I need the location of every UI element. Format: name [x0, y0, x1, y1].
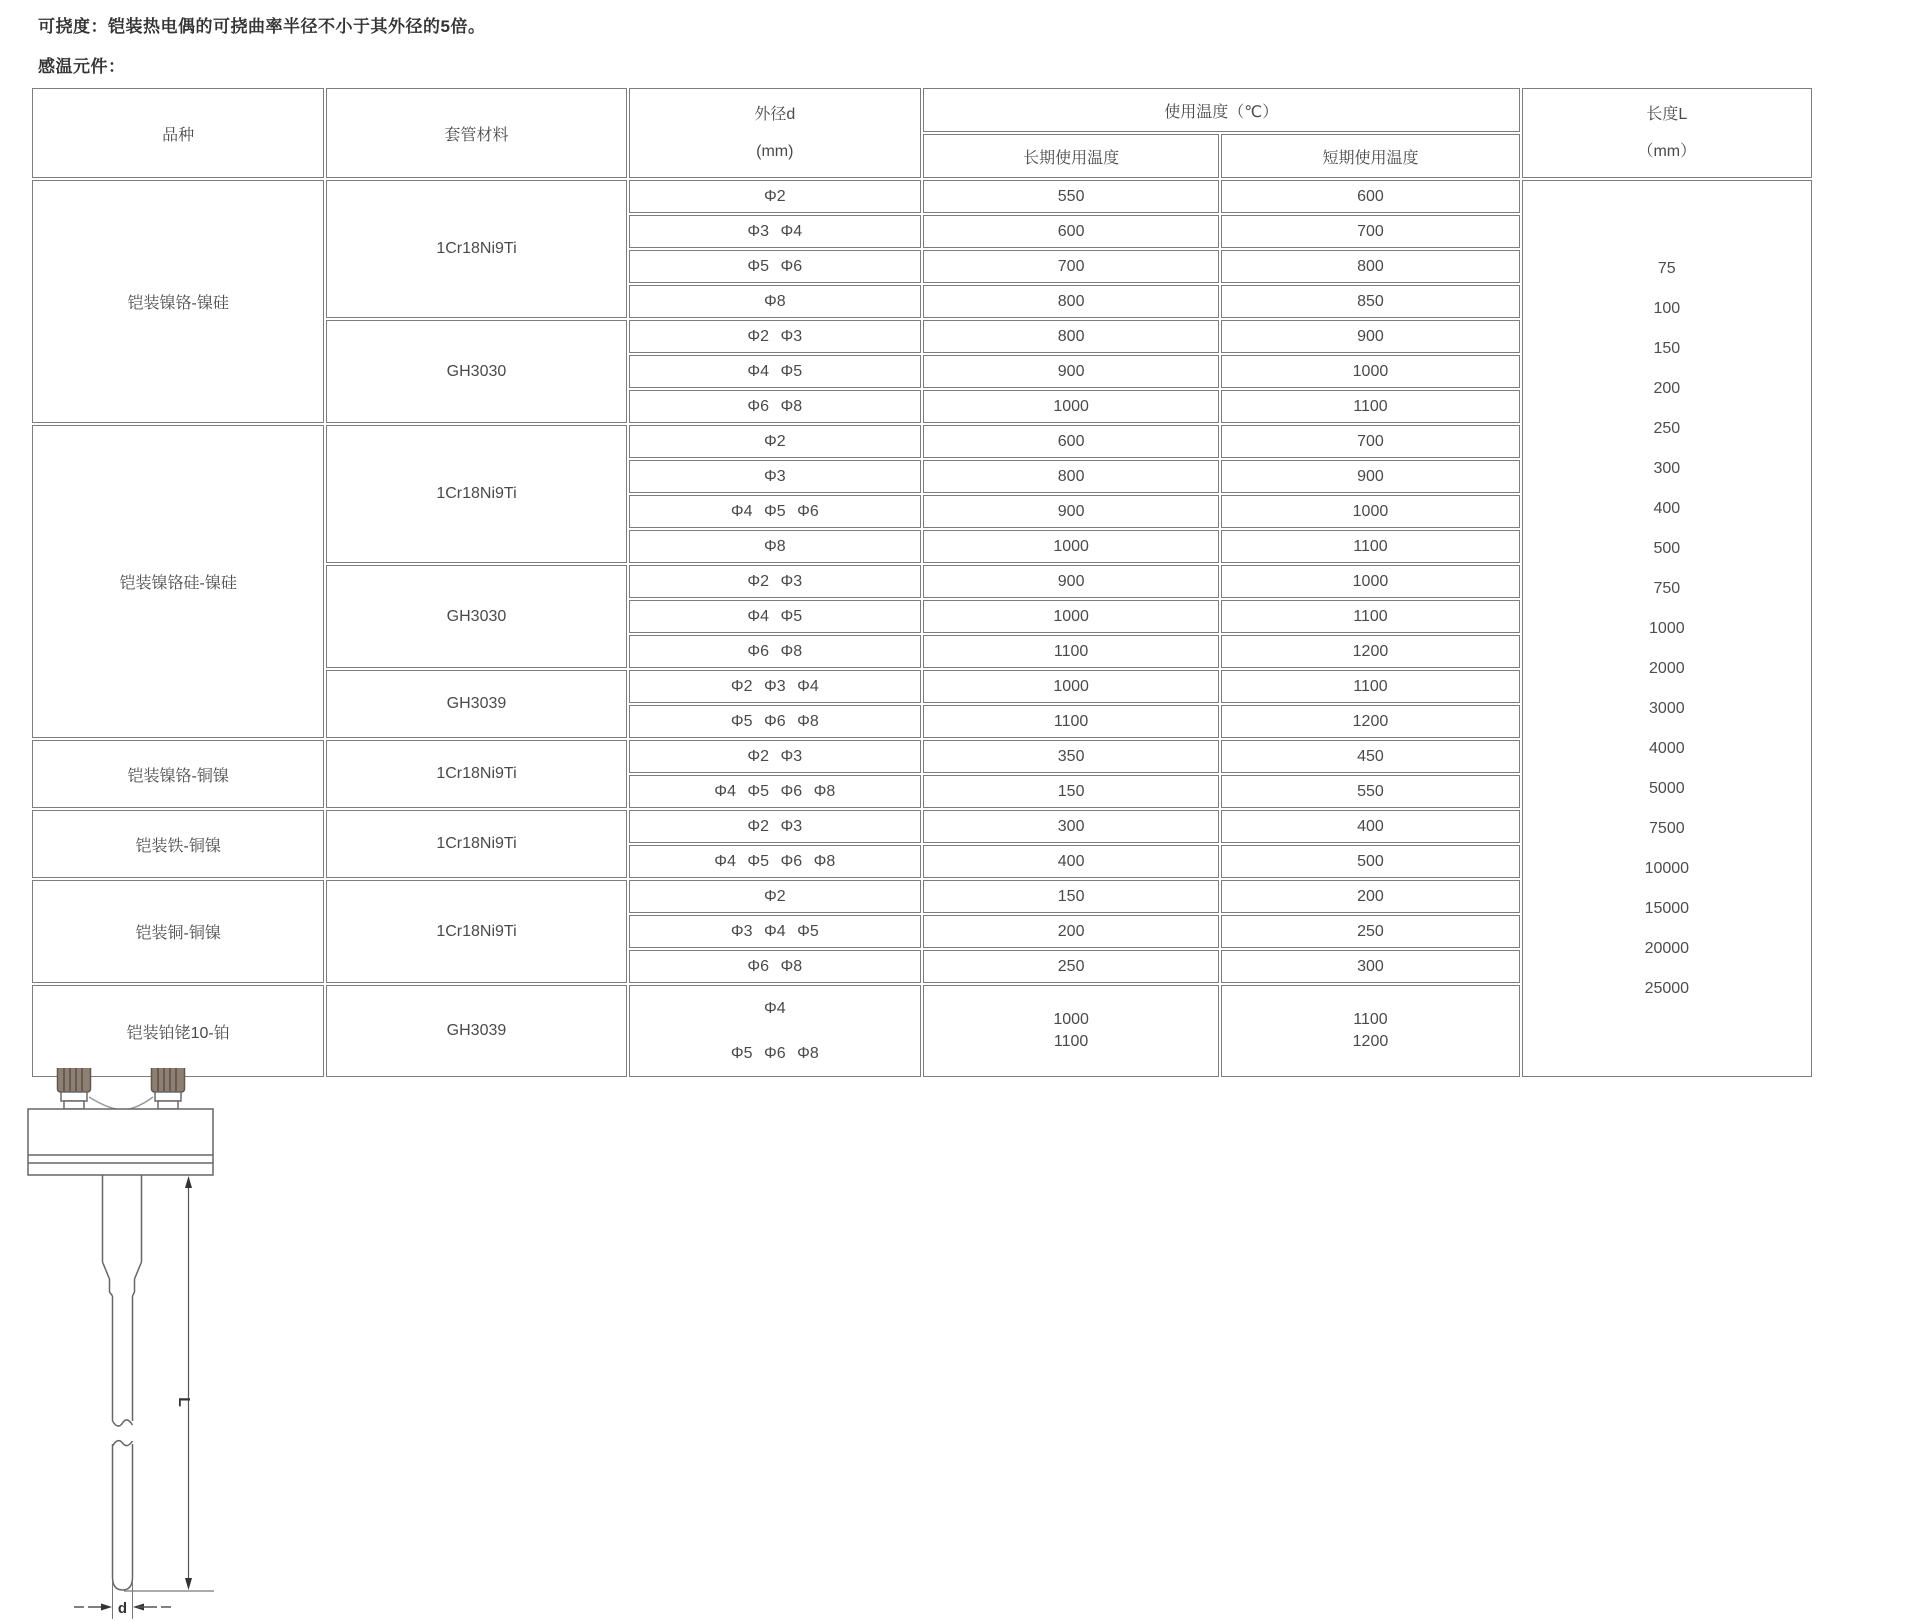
long-temp-cell: 600: [923, 215, 1219, 248]
short-temp-cell: 1000: [1221, 565, 1519, 598]
length-value: 500: [1653, 539, 1681, 557]
material-cell: GH3030: [326, 565, 626, 668]
length-value: 200: [1653, 379, 1681, 397]
material-cell: 1Cr18Ni9Ti: [326, 740, 626, 808]
header-material: 套管材料: [326, 88, 626, 178]
header-short-term: 短期使用温度: [1221, 134, 1519, 178]
diameter-cell: Φ2: [629, 880, 921, 913]
length-value: 150: [1653, 339, 1681, 357]
length-value: 7500: [1649, 819, 1685, 837]
length-value: 5000: [1649, 779, 1685, 797]
long-temp-cell: 350: [923, 740, 1219, 773]
length-value: 25000: [1644, 979, 1690, 997]
diameter-line: Φ5 Φ6 Φ8: [730, 1045, 819, 1062]
diameter-cell: Φ3: [629, 460, 921, 493]
diameter-cell: Φ2 Φ3: [629, 320, 921, 353]
header-diameter: [629, 88, 921, 178]
length-dimension: [124, 1176, 214, 1591]
short-temp-cell: 1000: [1221, 495, 1519, 528]
length-list: [1522, 180, 1812, 1077]
length-value: 100: [1653, 299, 1681, 317]
length-value: 2000: [1649, 659, 1685, 677]
short-temp-cell: 450: [1221, 740, 1519, 773]
long-temp-cell: 900: [923, 565, 1219, 598]
short-temp-line: 1100: [1353, 1011, 1388, 1028]
terminal-nut-icon: [152, 1068, 185, 1109]
length-dimension-label: L: [175, 1397, 192, 1407]
sensor-element-label: 感温元件：: [38, 57, 126, 76]
probe-sheath: [103, 1175, 142, 1590]
short-temp-cell: 1100: [1221, 670, 1519, 703]
diameter-cell: Φ2 Φ3 Φ4: [629, 670, 921, 703]
length-value: 400: [1653, 499, 1681, 517]
diameter-cell: Φ2 Φ3: [629, 740, 921, 773]
diameter-cell: Φ2 Φ3: [629, 810, 921, 843]
length-value: 300: [1653, 459, 1681, 477]
long-temp-cell: 1000: [923, 670, 1219, 703]
header-variety: 品种: [32, 88, 324, 178]
diameter-cell: Φ6 Φ8: [629, 635, 921, 668]
diameter-cell: Φ5 Φ6: [629, 250, 921, 283]
short-temp-cell: 400: [1221, 810, 1519, 843]
diameter-cell: Φ6 Φ8: [629, 950, 921, 983]
diameter-cell: Φ2: [629, 180, 921, 213]
long-temp-line: 1100: [1053, 1033, 1089, 1050]
diameter-line: Φ4: [763, 1000, 786, 1017]
long-temp-cell: 150: [923, 880, 1219, 913]
length-value: 4000: [1649, 739, 1685, 757]
material-cell: GH3039: [326, 670, 626, 738]
header-length-line1: 长度L: [1646, 106, 1688, 123]
short-temp-cell: 1100: [1221, 530, 1519, 563]
variety-cell: 铠装镍铬-镍硅: [32, 180, 324, 423]
diameter-cell: Φ2: [629, 425, 921, 458]
diameter-cell: Φ6 Φ8: [629, 390, 921, 423]
length-value: 75: [1657, 259, 1676, 277]
short-temp-cell: 500: [1221, 845, 1519, 878]
material-cell: 1Cr18Ni9Ti: [326, 880, 626, 983]
short-temp-cell: 850: [1221, 285, 1519, 318]
length-value: 20000: [1644, 939, 1690, 957]
diameter-cell: Φ4 Φ5 Φ6: [629, 495, 921, 528]
material-cell: GH3030: [326, 320, 626, 423]
long-temp-cell: 800: [923, 285, 1219, 318]
diameter-cell: Φ2 Φ3: [629, 565, 921, 598]
short-temp-cell: 550: [1221, 775, 1519, 808]
long-temp-cell: 200: [923, 915, 1219, 948]
diameter-cell: Φ4 Φ5: [629, 355, 921, 388]
short-temp-cell: 1100: [1221, 600, 1519, 633]
short-temp-cell: 250: [1221, 915, 1519, 948]
lead-wires: [89, 1097, 153, 1110]
flexibility-note: 可挠度：铠装热电偶的可挠曲率半径不小于其外径的5倍。: [38, 17, 486, 36]
diameter-cell: Φ5 Φ6 Φ8: [629, 705, 921, 738]
short-temp-cell: 700: [1221, 425, 1519, 458]
length-value: 15000: [1644, 899, 1690, 917]
short-temp-cell: 300: [1221, 950, 1519, 983]
long-temp-cell: 400: [923, 845, 1219, 878]
short-temp-cell: 1100: [1221, 390, 1519, 423]
spec-table: [30, 86, 1814, 1079]
short-temp-cell: 1000: [1221, 355, 1519, 388]
diameter-cell: [629, 985, 921, 1077]
variety-cell: 铠装镍铬硅-镍硅: [32, 425, 324, 738]
long-temp-cell: 800: [923, 460, 1219, 493]
material-cell: GH3039: [326, 985, 626, 1077]
variety-cell: 铠装镍铬-铜镍: [32, 740, 324, 808]
short-temp-cell: 800: [1221, 250, 1519, 283]
length-value: 1000: [1649, 619, 1685, 637]
length-value: 3000: [1649, 699, 1685, 717]
thermocouple-diagram: [10, 1068, 280, 1621]
long-temp-cell: 1000: [923, 390, 1219, 423]
long-temp-line: 1000: [1053, 1011, 1089, 1028]
long-temp-cell: 800: [923, 320, 1219, 353]
short-temp-cell: 1200: [1221, 705, 1519, 738]
long-temp-cell: 700: [923, 250, 1219, 283]
short-temp-cell: [1221, 985, 1519, 1077]
long-temp-cell: 250: [923, 950, 1219, 983]
header-length-line2: （mm）: [1637, 143, 1697, 160]
variety-cell: 铠装铜-铜镍: [32, 880, 324, 983]
variety-cell: 铠装铁-铜镍: [32, 810, 324, 878]
diameter-cell: Φ3 Φ4 Φ5: [629, 915, 921, 948]
long-temp-cell: 900: [923, 355, 1219, 388]
header-long-term: 长期使用温度: [923, 134, 1219, 178]
short-temp-line: 1200: [1352, 1033, 1389, 1050]
short-temp-cell: 900: [1221, 460, 1519, 493]
diameter-dimension-label: d: [117, 1600, 128, 1617]
diameter-cell: Φ3 Φ4: [629, 215, 921, 248]
short-temp-cell: 200: [1221, 880, 1519, 913]
long-temp-cell: 150: [923, 775, 1219, 808]
short-temp-cell: 1200: [1221, 635, 1519, 668]
long-temp-cell: 1000: [923, 600, 1219, 633]
long-temp-cell: 550: [923, 180, 1219, 213]
short-temp-cell: 700: [1221, 215, 1519, 248]
header-diameter-line1: 外径d: [754, 106, 796, 123]
material-cell: 1Cr18Ni9Ti: [326, 810, 626, 878]
material-cell: 1Cr18Ni9Ti: [326, 180, 626, 318]
diameter-cell: Φ4 Φ5 Φ6 Φ8: [629, 775, 921, 808]
material-cell: 1Cr18Ni9Ti: [326, 425, 626, 563]
long-temp-cell: 900: [923, 495, 1219, 528]
long-temp-cell: 300: [923, 810, 1219, 843]
long-temp-cell: [923, 985, 1219, 1077]
length-value: 750: [1653, 579, 1681, 597]
length-value: 10000: [1644, 859, 1690, 877]
long-temp-cell: 1100: [923, 635, 1219, 668]
terminal-nut-icon: [58, 1068, 91, 1109]
header-diameter-line2: (mm): [756, 143, 794, 160]
long-temp-cell: 1100: [923, 705, 1219, 738]
diameter-cell: Φ4 Φ5: [629, 600, 921, 633]
header-length: [1522, 88, 1812, 178]
length-value: 250: [1653, 419, 1681, 437]
diameter-cell: Φ8: [629, 285, 921, 318]
short-temp-cell: 600: [1221, 180, 1519, 213]
diameter-cell: Φ4 Φ5 Φ6 Φ8: [629, 845, 921, 878]
header-service-temp: 使用温度（℃）: [923, 88, 1520, 132]
diameter-dimension: [74, 1581, 171, 1619]
long-temp-cell: 1000: [923, 530, 1219, 563]
variety-cell: 铠装铂铑10-铂: [32, 985, 324, 1077]
diameter-cell: Φ8: [629, 530, 921, 563]
long-temp-cell: 600: [923, 425, 1219, 458]
connection-head: [28, 1109, 213, 1175]
short-temp-cell: 900: [1221, 320, 1519, 353]
